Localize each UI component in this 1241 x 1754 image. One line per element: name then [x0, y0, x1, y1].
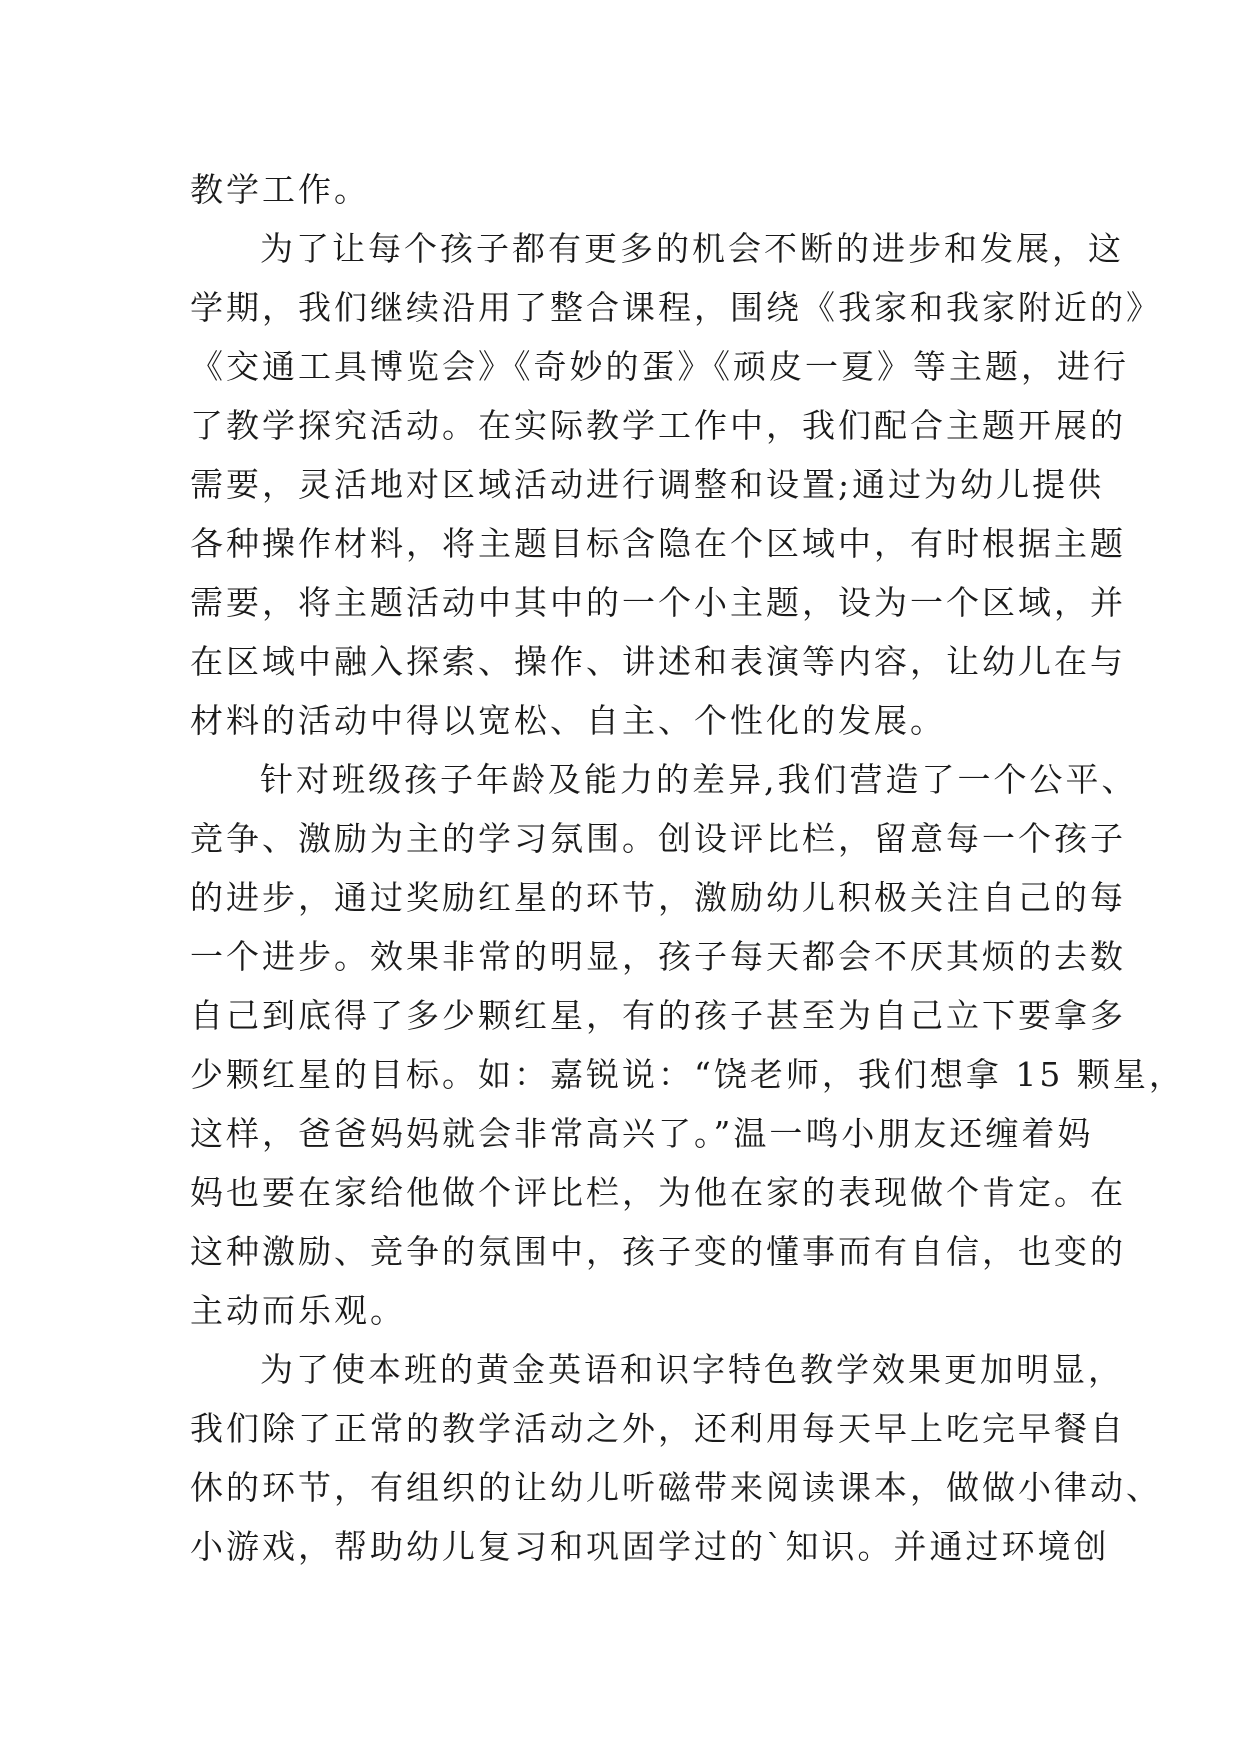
- text-line: 我们除了正常的教学活动之外，还利用每天早上吃完早餐自: [190, 1409, 1126, 1448]
- text-line: 需要，灵活地对区域活动进行调整和设置;通过为幼儿提供: [190, 465, 1105, 504]
- text-line: 一个进步。效果非常的明显，孩子每天都会不厌其烦的去数: [190, 937, 1126, 976]
- text-line: 针对班级孩子年龄及能力的差异,我们营造了一个公平、: [260, 760, 1138, 799]
- text-line: 教学工作。: [190, 170, 370, 209]
- text-line: 小游戏，帮助幼儿复习和巩固学过的`知识。并通过环境创: [190, 1527, 1110, 1566]
- text-line: 自己到底得了多少颗红星，有的孩子甚至为自己立下要拿多: [190, 996, 1126, 1035]
- document-body: [190, 160, 1185, 1576]
- text-line: 这样，爸爸妈妈就会非常高兴了。”温一鸣小朋友还缠着妈: [190, 1114, 1094, 1153]
- text-line: 为了让每个孩子都有更多的机会不断的进步和发展，这: [260, 229, 1124, 268]
- text-line: 这种激励、竞争的氛围中，孩子变的懂事而有自信，也变的: [190, 1232, 1126, 1271]
- text-line: 材料的活动中得以宽松、自主、个性化的发展。: [190, 701, 946, 740]
- text-line: 在区域中融入探索、操作、讲述和表演等内容，让幼儿在与: [190, 642, 1126, 681]
- text-line: 主动而乐观。: [190, 1291, 406, 1330]
- text-line: 学期，我们继续沿用了整合课程，围绕《我家和我家附近的》: [190, 288, 1162, 327]
- text-line: 需要，将主题活动中其中的一个小主题，设为一个区域，并: [190, 583, 1126, 622]
- text-line: 了教学探究活动。在实际教学工作中，我们配合主题开展的: [190, 406, 1126, 445]
- text-line: 妈也要在家给他做个评比栏，为他在家的表现做个肯定。在: [190, 1173, 1126, 1212]
- text-line: 少颗红星的目标。如：嘉锐说：“饶老师，我们想拿 15 颗星，: [190, 1055, 1185, 1094]
- text-line: 的进步，通过奖励红星的环节，激励幼儿积极关注自己的每: [190, 878, 1126, 917]
- text-line: 《交通工具博览会》《奇妙的蛋》《顽皮一夏》等主题，进行: [190, 347, 1129, 386]
- text-line: 休的环节，有组织的让幼儿听磁带来阅读课本，做做小律动、: [190, 1468, 1162, 1507]
- text-line: 各种操作材料，将主题目标含隐在个区域中，有时根据主题: [190, 524, 1126, 563]
- text-line: 为了使本班的黄金英语和识字特色教学效果更加明显，: [260, 1350, 1124, 1389]
- text-line: 竞争、激励为主的学习氛围。创设评比栏，留意每一个孩子: [190, 819, 1126, 858]
